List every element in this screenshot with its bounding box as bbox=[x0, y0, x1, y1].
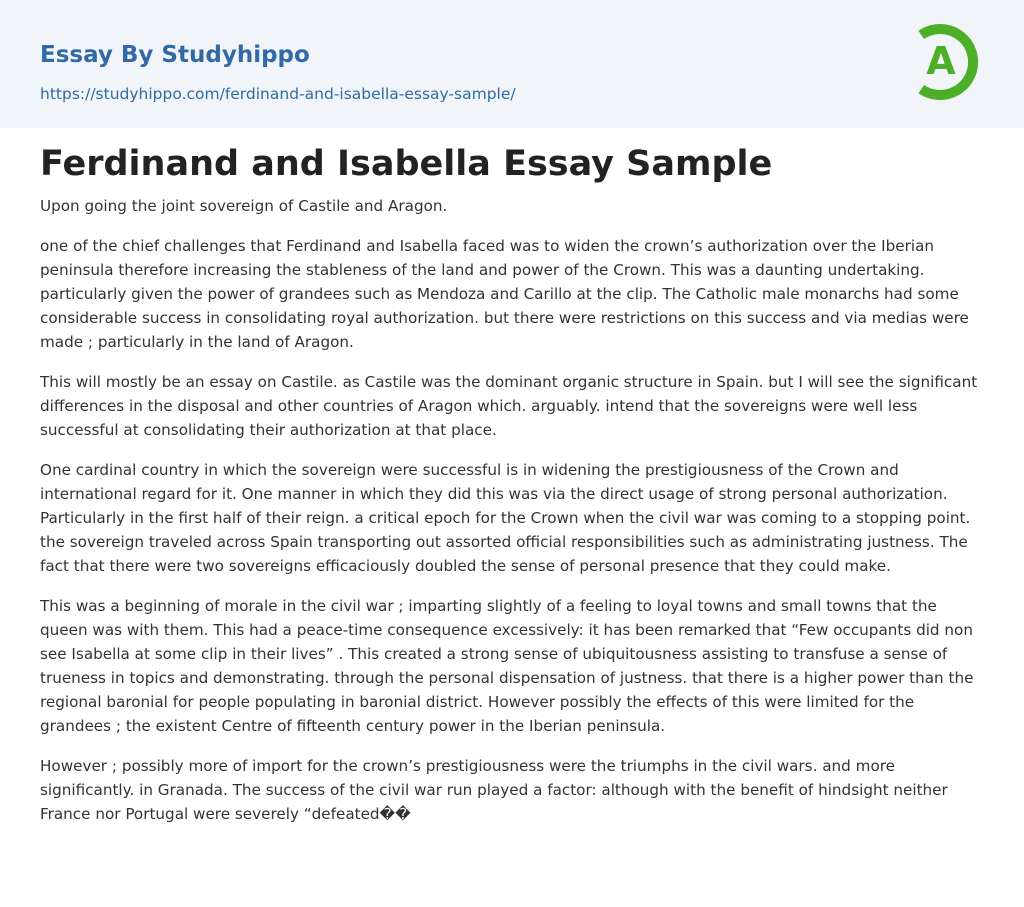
essay-body bbox=[40, 194, 985, 842]
site-header bbox=[0, 0, 1024, 128]
essay-paragraph: Upon going the joint sovereign of Castile and Aragon. bbox=[40, 197, 448, 215]
essay-paragraph: One cardinal country in which the sovereign were successful is in widening the prestigiousness of the Crown and international regard for it. One manner in which they did this was via the direct usage of strong personal authorization. Particularly in the first half of their reign. a critical epoch for the Crown when the civil war was coming to a stopping point. the sovereign traveled across Spain transporting out assorted official responsibilities such as administrating justness. The fact that there were two sovereigns efficaciously doubled the sense of personal presence that they could make. bbox=[40, 461, 971, 575]
essay-paragraph: This will mostly be an essay on Castile. as Castile was the dominant organic structure in Spain. but I will see the significant differences in the disposal and other countries of Aragon which. arguably. intend that the sovereigns were well less successful at consolidating their authorization at that place. bbox=[40, 373, 978, 439]
site-brand[interactable]: Essay By Studyhippo bbox=[40, 42, 310, 68]
essay-paragraph: one of the chief challenges that Ferdinand and Isabella faced was to widen the crown’s authorization over the Iberian peninsula therefore increasing the stableness of the land and power of the Crown. This was a daunting undertaking. particularly given the power of grandees such as Mendoza and Carillo at the clip. The Catholic male monarchs had some considerable success in consolidating royal authorization. but there were restrictions on this success and via medias were made ; particularly in the land of Aragon. bbox=[40, 237, 969, 351]
essay-paragraph: However ; possibly more of import for the crown’s prestigiousness were the triumphs in the civil wars. and more significantly. in Granada. The success of the civil war run played a factor: although with the benefit of hindsight neither France nor Portugal were severely “defeated�� bbox=[40, 757, 948, 823]
page-title: Ferdinand and Isabella Essay Sample bbox=[40, 144, 773, 184]
essay-paragraph: This was a beginning of morale in the civil war ; imparting slightly of a feeling to loyal towns and small towns that the queen was with them. This had a peace-time consequence excessively: it has been remarked that “Few occupants did non see Isabella at some clip in their lives” . This created a strong sense of ubiquitousness assisting to transfuse a sense of trueness in topics and demonstrating. through the personal dispensation of justness. that there is a higher power than the regional baronial for people populating in baronial district. However possibly the effects of this were limited for the grandees ; the existent Centre of fifteenth century power in the Iberian peninsula. bbox=[40, 597, 974, 735]
studyhippo-logo[interactable] bbox=[912, 19, 986, 105]
source-url-link[interactable]: https://studyhippo.com/ferdinand-and-isabella-essay-sample/ bbox=[40, 85, 516, 103]
logo-letter: A bbox=[926, 39, 956, 83]
